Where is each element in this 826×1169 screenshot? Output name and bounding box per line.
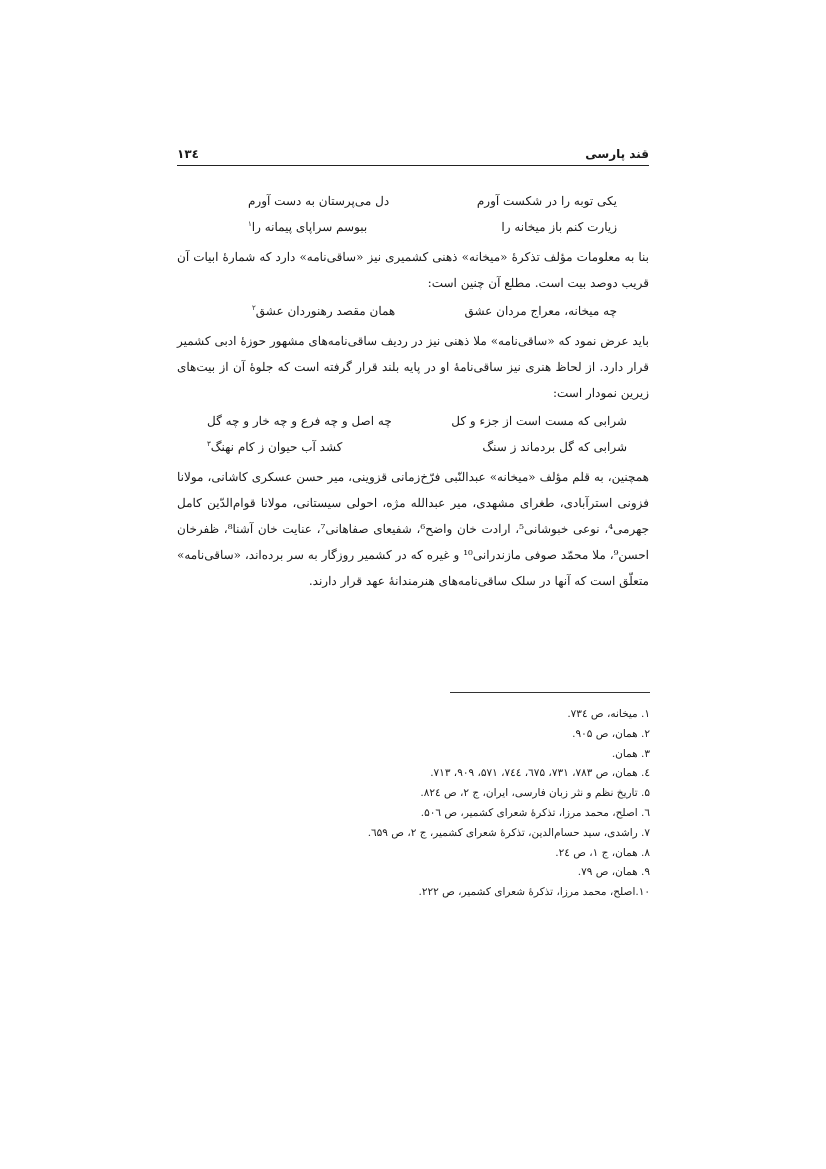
body-paragraph: بنا به معلومات مؤلف تذکرۀ «میخانه» ذهنی کشمیری نیز «ساقی‌نامه» دارد که شمارۀ ابیات آن قریب دوصد بیت است. مطلع آن چنین است: bbox=[177, 250, 649, 290]
footnote-ref: ۳ bbox=[207, 440, 211, 448]
body-paragraph: باید عرض نمود که «ساقی‌نامه» ملا ذهنی نیز در ردیف ساقی‌نامه‌های مشهور حوزۀ ادبی کشمیر قرار دارد. از لحاظ هنری نیز ساقی‌نامۀ او در پایه بلند قرار گرفته است که جلوۀ آن از بیت‌های زیرین نمودار است: bbox=[177, 334, 649, 400]
footnote: ٤. همان، ص ۷۸۳، ۷۳۱، ٦۷۵، ۷٤٤، ۵۷۱، ۹۰۹، ۷۱۳. bbox=[430, 767, 650, 780]
page-number: ۱۳٤ bbox=[177, 147, 199, 161]
verse-hemistich-left: ببوسم سراپای پیمانه را$^۱$ bbox=[248, 220, 368, 234]
footnote: ۹. همان، ص ۷۹. bbox=[577, 866, 650, 879]
running-header bbox=[177, 143, 649, 166]
footnote: ۲. همان، ص ۹۰۵. bbox=[572, 727, 650, 740]
footnote: ۵. تاریخ نظم و نثر زبان فارسی، ایران، ج ۲، ص ۸۲٤. bbox=[420, 787, 650, 800]
footnote: ۸. همان، ج ۱، ص ۲٤. bbox=[555, 846, 650, 859]
footnote: ۱. میخانه، ص ۷۳٤. bbox=[567, 708, 650, 720]
verse-hemistich-left: همان مقصد رهنوردان عشق$^۲$ bbox=[252, 304, 396, 318]
footnote: ۱۰.اصلح، محمد مرزا، تذکرۀ شعرای کشمیر، ص ۲۲۲. bbox=[418, 886, 650, 899]
footnote: ۷. راشدی، سید حسام‌الدین، تذکرۀ شعرای کشمیر، ج ۲، ص ٦۵۹. bbox=[367, 826, 650, 839]
verse-hemistich-right: شرابی که گل بردماند ز سنگ bbox=[482, 440, 627, 454]
footnote-ref: ۲ bbox=[252, 304, 256, 312]
verse-hemistich-right: زیارت کنم باز میخانه را bbox=[501, 220, 617, 234]
footnote-ref: ۱ bbox=[248, 220, 252, 228]
body-paragraph: همچنین، به قلم مؤلف «میخانه» عبدالنّبی فرّخ‌زمانی قزوینی، میر حسن عسکری کاشانی، مولانا فزونی استرآبادی، طغرای مشهدی، میر عبدالله مژه، احولی سیستانی، مولانا قوام‌الدّین کامل جهرمی⁴، نوعی خبوشانی⁵، ارادت خان واضح⁶، شفیعای صفاهانی⁷، عنایت خان آشنا⁸، ظفرخان احسن⁹، ملا محمّد صوفی مازندرانی¹⁰ و غیره که در کشمیر روزگار به سر برده‌اند، «ساقی‌نامه» متعلّق است که آنها در سلک ساقی‌نامه‌های هنرمندانۀ عهد قرار دارند. bbox=[177, 470, 650, 588]
verse-hemistich-right: چه میخانه، معراج مردان عشق bbox=[464, 304, 617, 318]
verse-hemistich-right: یکی توبه را در شکست آورم bbox=[476, 194, 617, 208]
verse-hemistich-left: چه اصل و چه فرع و چه خار و چه گل bbox=[207, 414, 392, 428]
footnote: ٦. اصلح، محمد مرزا، تذکرۀ شعرای کشمیر، ص ۵۰٦. bbox=[420, 806, 650, 819]
footnotes-list bbox=[300, 705, 650, 903]
verse-hemistich-left: دل می‌پرستان به دست آورم bbox=[248, 194, 390, 208]
footnote-divider bbox=[450, 692, 650, 693]
verse-hemistich-right: شرابی که مست است از جزء و کل bbox=[451, 414, 627, 428]
book-title: قند پارسی bbox=[585, 147, 649, 161]
verse-hemistich-left: کشد آب حیوان ز کام نهنگ$^۳$ bbox=[207, 440, 343, 454]
footnote: ۳. همان. bbox=[611, 747, 650, 760]
